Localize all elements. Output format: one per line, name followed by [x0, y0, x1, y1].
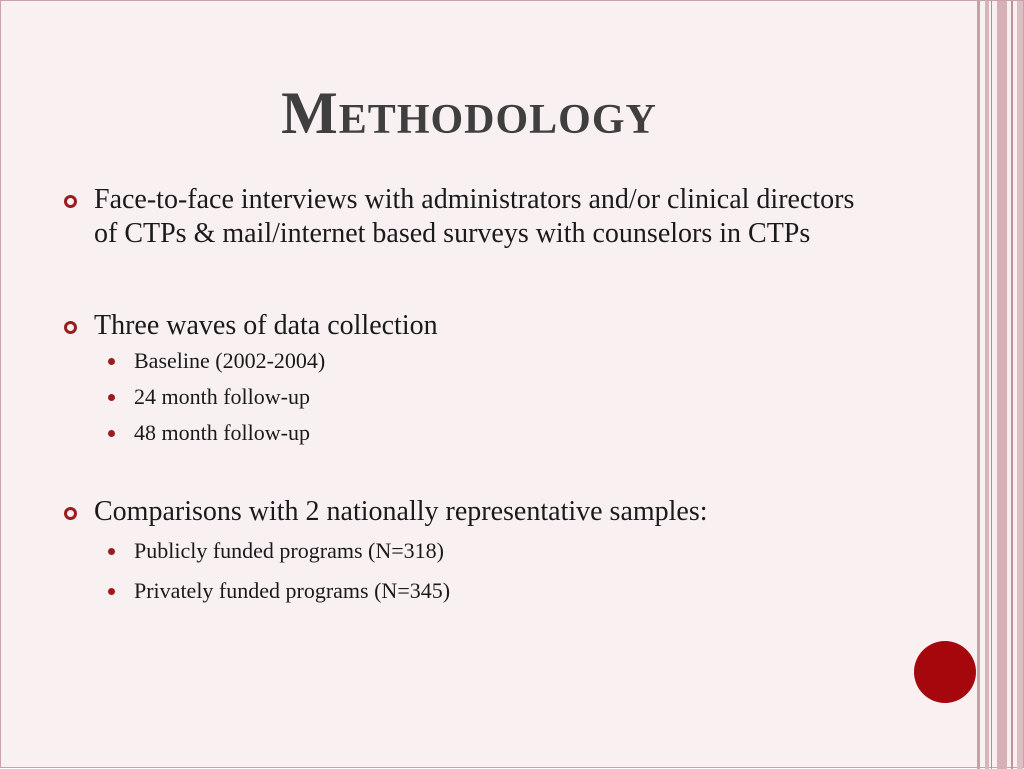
stripe — [1011, 1, 1013, 769]
sub-bullet-item — [61, 379, 881, 415]
sub-bullet-text: Baseline (2002-2004) — [134, 348, 326, 373]
ring-bullet-icon — [64, 321, 77, 334]
slide-title: Methodology — [281, 80, 657, 146]
dot-bullet-icon — [108, 358, 115, 365]
bullet-item — [61, 493, 881, 531]
stripe — [977, 1, 980, 769]
bullet-list — [61, 183, 881, 611]
dot-bullet-icon — [108, 548, 115, 555]
sub-bullet-item — [61, 415, 881, 451]
dot-bullet-icon — [108, 588, 115, 595]
red-circle-decoration — [914, 641, 976, 703]
bullet-text: Comparisons with 2 nationally representative samples: — [94, 496, 708, 527]
stripe — [997, 1, 1007, 769]
bullet-item — [61, 309, 881, 343]
dot-bullet-icon — [108, 430, 115, 437]
stripe — [991, 1, 992, 769]
ring-bullet-icon — [64, 195, 77, 208]
sub-bullet-item — [61, 531, 881, 571]
bullet-item — [61, 183, 881, 251]
stripe — [985, 1, 989, 769]
sub-bullet-text: Publicly funded programs (N=318) — [134, 538, 444, 563]
sub-bullet-item — [61, 571, 881, 611]
stripe — [1017, 1, 1023, 769]
sub-bullet-text: 48 month follow-up — [134, 420, 310, 445]
dot-bullet-icon — [108, 394, 115, 401]
sub-bullet-text: Privately funded programs (N=345) — [134, 578, 451, 603]
ring-bullet-icon — [64, 507, 77, 520]
sub-bullet-item — [61, 343, 881, 379]
bullet-text: Face-to-face interviews with administrators and/or clinical directors of CTPs & mail/internet based surveys with counselors in CTPs — [94, 184, 855, 249]
sub-bullet-text: 24 month follow-up — [134, 384, 310, 409]
decorative-stripes — [975, 1, 1023, 769]
bullet-text: Three waves of data collection — [94, 310, 438, 341]
